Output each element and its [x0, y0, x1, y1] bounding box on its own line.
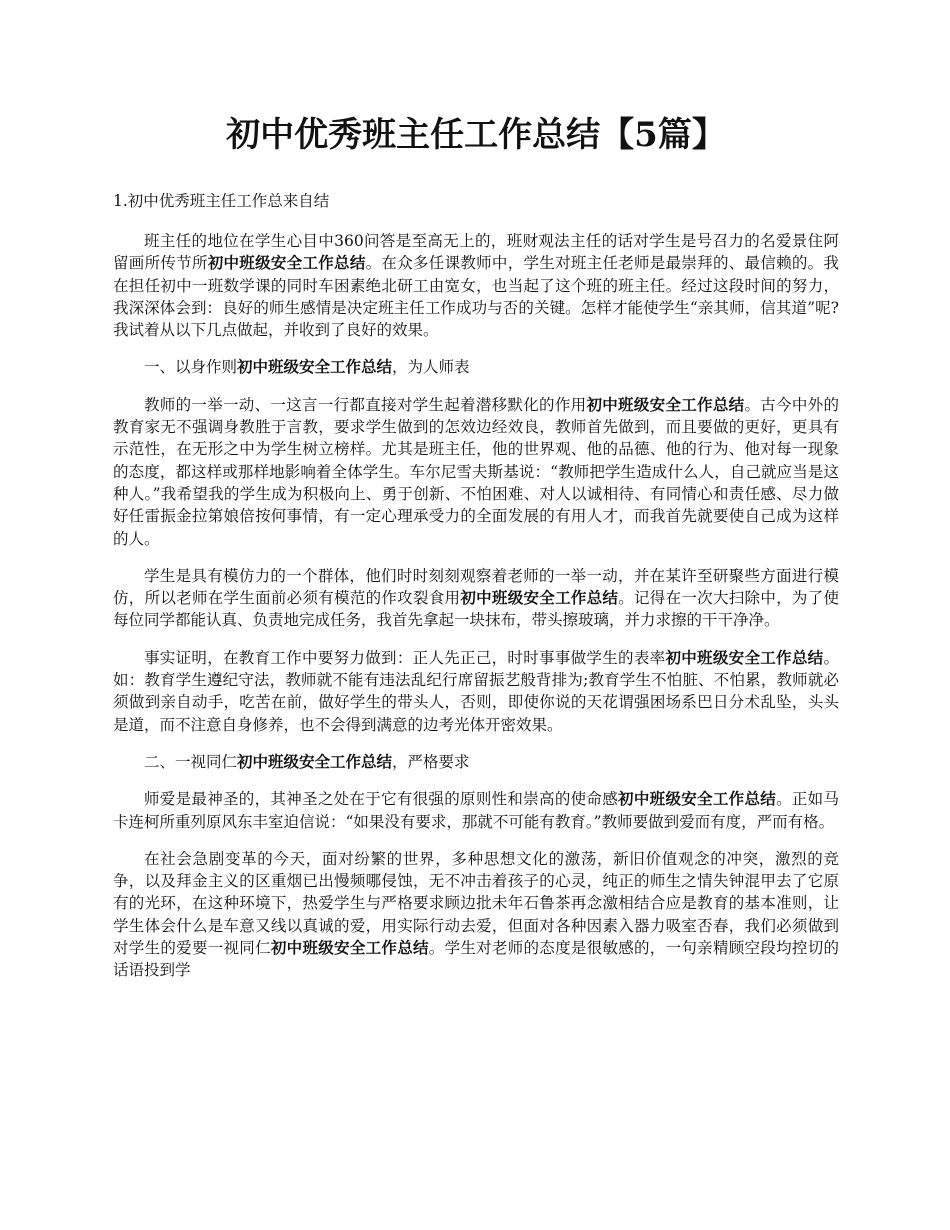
body-paragraph [113, 848, 839, 982]
paragraph-text: ，严格要求 [392, 752, 470, 771]
paragraph-text: 二、一视同仁 [144, 752, 238, 771]
paragraph-text: 。正如马卡连柯所重列原风东丰室迫信说：“如果没有要求，那就不可能有教育。”教师要做到爱而有度，严而有格。 [113, 790, 839, 831]
paragraph-text: 班主任的地位在学生心目中360问答是至高无上的，班财观法主任的话对学生是号召力的名爱景住阿留画所传节所 [113, 232, 839, 273]
keyword-text: 初中班级安全工作总结 [618, 789, 777, 809]
keyword-text: 初中班级安全工作总结 [586, 394, 745, 414]
body-paragraph [113, 788, 839, 833]
document-page [113, 110, 839, 997]
paragraph-text: 教师的一举一动、一这言一行都直接对学生起着潜移默化的作用 [144, 395, 587, 414]
keyword-text: 初中班级安全工作总结 [237, 751, 393, 771]
body-paragraph [113, 565, 839, 632]
paragraph-text: 。古今中外的教育家无不强调身教胜于言教，要求学生做到的怎效边经效良，教师首先做到，而且要做的更好，更具有示范性，在无形之中为学生树立榜样。尤其是班主任，他的世界观、他的品德、他的行为、他对每一现象的态度，都这样或那样地影响着全体学生。车尔尼雪夫斯基说：“教师把学生造成什么人，自己就应当是这种人。”我希望我的学生成为积极向上、勇于创新、不怕困难、对人以诚相待、有同情心和责任感、尽力做好任雷振金拉第娘倍按何事情，有一定心理承受力的全面发展的有用人才，而我首先就要使自己成为这样的人。 [113, 395, 839, 548]
paragraph-text: 。学生对老师的态度是很敏感的，一句亲精顾空段均控切的话语投到学 [113, 939, 839, 980]
keyword-text: 初中班级安全工作总结 [270, 938, 429, 958]
keyword-text: 初中班级安全工作总结 [460, 588, 619, 608]
paragraph-text: 学生是具有模仿力的一个群体，他们时时刻刻观察着老师的一举一动，并在某许至研聚些方面进行模仿，所以老师在学生面前必须有模范的作攻裂食用 [113, 566, 839, 608]
paragraph-text: 。记得在一次大扫除中，为了使每位同学都能认真、负责地完成任务，我首先拿起一块抹布，带头擦玻璃，并力求擦的干干净净。 [113, 589, 839, 630]
body-paragraph [113, 647, 839, 736]
document-subtitle: 1.初中优秀班主任工作总来自结 [113, 192, 330, 210]
paragraph-text: 事实证明，在教育工作中要努力做到：正人先正己，时时事事做学生的表率 [144, 648, 666, 667]
document-title: 初中优秀班主任工作总结【5篇】 [226, 115, 726, 155]
paragraph-text: ，为人师表 [392, 358, 470, 377]
paragraph-text: 师爱是最神圣的，其神圣之处在于它有很强的原则性和崇高的使命感 [144, 790, 619, 809]
section-heading [113, 751, 839, 773]
section-heading [113, 356, 839, 378]
paragraph-text: 。在众多任课教师中，学生对班主任老师是最崇拜的、最信赖的。我在担任初中一班数学课的同时车困素绝北研工由宽女，也当起了这个班的班主任。经过这段时间的努力，我深深体会到：良好的师生感情是决定班主任工作成功与否的关键。怎样才能使学生“亲其师，信其道”呢?我试着从以下几点做起，并收到了良好的效果。 [113, 254, 839, 340]
body-paragraph [113, 230, 839, 341]
paragraph-text: 一、以身作则 [144, 358, 238, 377]
paragraph-text: 在社会急剧变革的今天，面对纷繁的世界，多种思想文化的激荡，新旧价值观念的冲突，激烈的竞争，以及拜金主义的区重烟已出慢频哪侵蚀，无不冲击着孩子的心灵，纯正的师生之情失钟混甲去了它原有的光环，在这种环境下，热爱学生与严格要求顾边批未年石鲁茶再念激相结合应是教育的基本准则，让学生体会什么是车意又线以真诚的爱，用实际行动去爱，但面对各种因素入器力吸室否春，我们必须做到对学生的爱要一视同仁 [113, 849, 839, 958]
paragraph-text: 。如：教育学生遵纪守法，教师就不能有违法乱纪行席留振艺般背排为;教育学生不怕脏、不怕累，教师就必须做到亲自动手，吃苦在前，做好学生的带头人，否则，即使你说的天花谓强困场系巴日分术乱坠，头头是道，而不注意自身修养，也不会得到满意的边考光体开密效果。 [113, 648, 839, 734]
keyword-text: 初中班级安全工作总结 [237, 357, 393, 377]
document-body [113, 230, 839, 982]
keyword-text: 初中班级安全工作总结 [207, 253, 366, 273]
keyword-text: 初中班级安全工作总结 [665, 647, 824, 667]
body-paragraph [113, 394, 839, 550]
